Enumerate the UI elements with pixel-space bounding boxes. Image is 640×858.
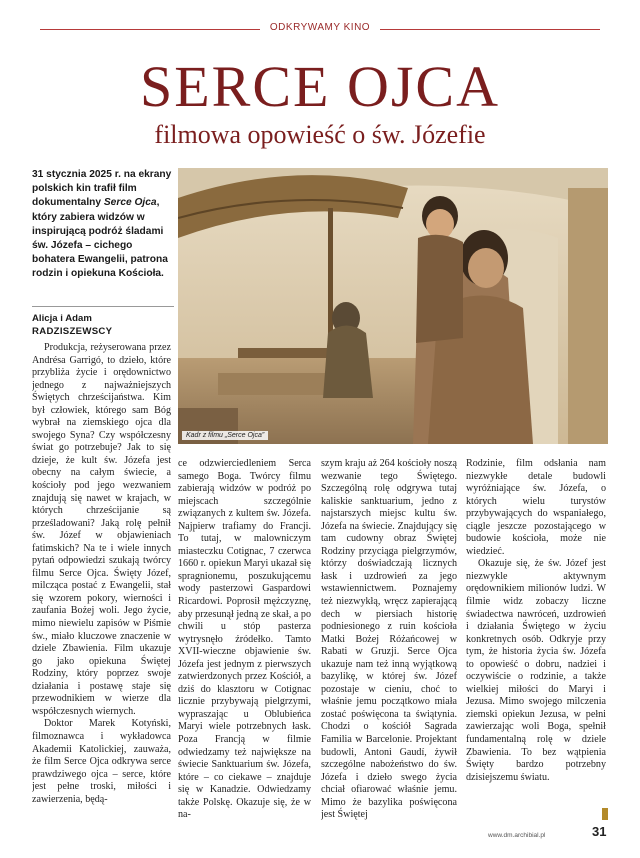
article-subtitle: filmowa opowieść o św. Józefie [154, 120, 486, 149]
page-number: 31 [592, 824, 607, 839]
text-column-2 [178, 458, 311, 838]
paragraph: ce odzwierciedleniem Serca samego Boga. Twórcy filmu zabierają widzów w podróż po miejscach szczególnie związanych z kultem św. Józefa. Najpierw trafiamy do Francji. To tutaj, w malowniczym miasteczku Cotignac, 7 czerwca 1660 r. opiekun Maryi ukazał się spragnionemu, poszukującemu wody pasterzowi Gaspardowi Ricardowi. Poprosił mężczyznę, aby przesunął jedną ze skał, a po chwili u stóp pasterza wytrysnęło źródełko. Tamto XVII-wieczne objawienie św. Józefa jest jednym z pierwszych zatwierdzonych przez Kościół, a dziś do klasztoru w Cotignac licznie przybywają pielgrzymi, wypraszając u Oblubieńca Maryi wiele potrzebnych łask. Poza Francją w filmie odwiedzamy też największe na świecie Sanktuarium św. Józefa, które – co ciekawe – znajduje się w Kanadzie. Odwiedzamy także Polskę. Okazuje się, że w na- [178, 458, 311, 821]
page-mark [602, 808, 608, 820]
lead-text-after: , który zabiera widzów w inspirującą podróż śladami św. Józefa – cichego bohatera Ewangelii, patrona rodzin i opiekuna Kościoła. [32, 197, 168, 280]
header-rule-right [380, 29, 600, 30]
film-still-photo [178, 168, 608, 444]
paragraph: Okazuje się, że św. Józef jest niezwykle aktywnym orędownikiem milionów ludzi. W filmie widz zobaczy liczne świadectwa nawróceń, uzdrowień i działania Świętego w życiu konkretnych osób. Odkryje przy tym, że historia życia św. Józefa to opowieść o dobru, nadziei i oczywiście o rodzinie, a także wielkiej miłości do Maryi i Jezusa. Mimo swojego milczenia ziemski opiekun Jezusa, w pełni zawierzając woli Boga, spełnił fundamentalną rolę w dziele Zbawienia. To bez wątpienia Święty bardzo potrzebny dzisiejszemu światu. [466, 558, 606, 783]
lead-paragraph [32, 168, 174, 282]
paragraph: Produkcja, reżyserowana przez Andrésa Garrigó, to dzieło, które przybliża życie i orędownictwo jednego z najważniejszych Świętych chrześcijaństwa. Kim był człowiek, którego sam Bóg wybrał na ziemskiego ojca dla swojego Syna? Czy współczesny świat go potrzebuje? Jak to się dzieje, że kult św. Józefa jest obecny na całym świecie, a kościoły pod jego wezwaniem znajdują się nawet w krajach, w których chrześcijanie są prześladowani? Jaką rolę pełnił św. Józef w objawieniach fatimskich? Na te i wiele innych pytań odpowiedzi szukają twórcy filmu Serce Ojca. Święty Józef, milcząca postać z Ewangelii, stał się wzorem pokory, wierności i zaufania Bożej woli. Jego życie, mimo niewielu zapisów w Piśmie św., miało kluczowe znaczenie w dziele Zbawienia. Film ukazuje go jako opiekuna Świętej Rodziny, który poprzez swoje działania i postawę staje się przewodnikiem w wierze dla współczesnych wiernych. [32, 342, 171, 717]
authors-line2: RADZISZEWSCY [32, 326, 113, 337]
authors-byline [32, 306, 174, 338]
paragraph: szym kraju aż 264 kościoły noszą wezwanie tego Świętego. Szczególną rolę odgrywa tutaj kaliskie sanktuarium, jedno z najstarszych miejsc kultu św. Józefa na świecie. Znajdujący się tam cudowny obraz Świętej Rodziny przyciąga pielgrzymów, którzy doświadczają licznych łask i uzdrowień za jego wstawiennictwem. Poznajemy też niezwykłą, wręcz zapierającą dech w piersiach historię podniesionego z ruin kościoła Matki Bożej Różańcowej w Rabati w Gruzji. Serce Ojca ukazuje nam też inną wyjątkową bazylikę, w której św. Józef pozostaje w cieniu, choć to właśnie jemu początkowo miała zostać poświęcona ta świątynia. Chodzi o kościół Sagrada Familia w Barcelonie. Projektant budowli, Antoni Gaudí, żywił szczególne nabożeństwo do św. Józefa i dzieło swego życia chciał ofiarować właśnie jemu. Mimo że bazylika poświęcona jest Świętej [321, 458, 457, 821]
text-column-3 [321, 458, 457, 838]
photo-caption: Kadr z filmu „Serce Ojca” [182, 431, 268, 440]
text-column-4 [466, 458, 606, 838]
film-still-illustration [178, 168, 608, 444]
paragraph: Doktor Marek Kotyński, filmoznawca i wykładowca Akademii Katolickiej, zauważa, że film Serce Ojca odkrywa serce prawdziwego ojca – serce, które jest pełne troski, miłości i zawierzenia, będą- [32, 718, 171, 805]
header-rule-left [40, 29, 260, 30]
paragraph: Rodzinie, film odsłania nam niezwykłe detale budowli wyróżniające św. Józefa, o których wielu turystów przybywających do wspaniałego, ciągle jeszcze pozostającego w budowie kościoła, może nie wiedzieć. [466, 458, 606, 557]
authors-line1: Alicja i Adam [32, 313, 92, 324]
lead-text-before: 31 stycznia 2025 r. na ekrany polskich kin trafił film dokumentalny [32, 169, 172, 209]
text-column-1 [32, 342, 171, 842]
article-title: SERCE OJCA [139, 54, 500, 119]
footer-url[interactable]: www.dm.archibial.pl [488, 832, 546, 839]
lead-film-title: Serce Ojca [103, 197, 157, 209]
section-label: ODKRYWAMY KINO [269, 22, 371, 33]
